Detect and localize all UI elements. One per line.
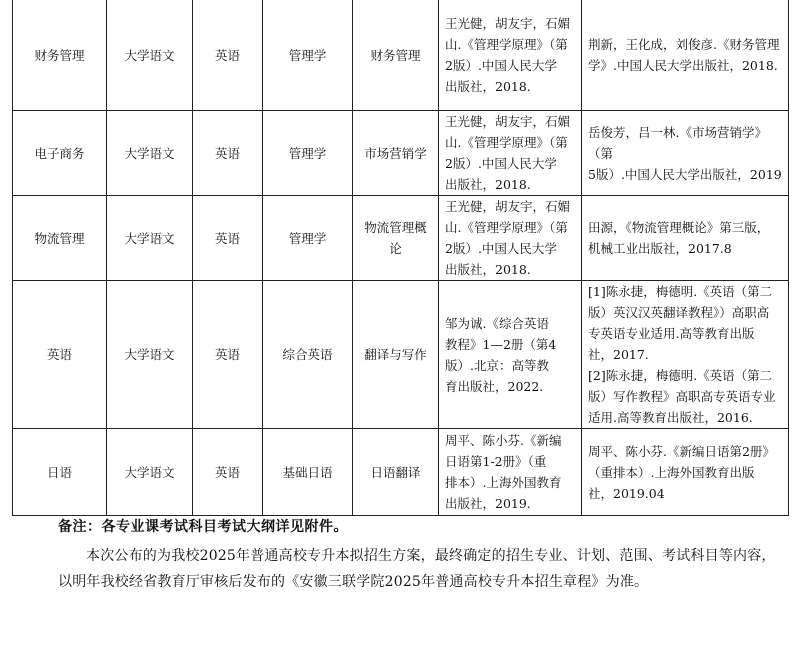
subject-cell: 英语 xyxy=(193,0,263,111)
textbook-cell: 王光健，胡友宇，石媚 山.《管理学原理》（第 2版）.中国人民大学 出版社，2018. xyxy=(439,111,582,196)
subject-cell: 管理学 xyxy=(263,0,353,111)
textbook-cell: 邹为诚.《综合英语 教程》1—2册（第4 版）.北京：高等教 育出版社，2022. xyxy=(439,281,582,429)
textbook-cell: 周平、陈小芬.《新编 日语第1-2册》（重 排本）.上海外国教育 出版社，2019. xyxy=(439,429,582,516)
major-cell: 英语 xyxy=(13,281,107,429)
subject-cell: 市场营销学 xyxy=(353,111,439,196)
exam-subjects-table xyxy=(12,0,789,516)
subject-cell: 财务管理 xyxy=(353,0,439,111)
table-row xyxy=(13,429,789,516)
table-row xyxy=(13,281,789,429)
subject-cell: 英语 xyxy=(193,196,263,281)
table-row xyxy=(13,196,789,281)
reference-cell: 荆新，王化成，刘俊彦.《财务管理 学》.中国人民大学出版社，2018. xyxy=(582,0,789,111)
subject-cell: 大学语文 xyxy=(107,196,193,281)
subject-cell: 大学语文 xyxy=(107,429,193,516)
subject-cell: 综合英语 xyxy=(263,281,353,429)
major-cell: 日语 xyxy=(13,429,107,516)
note-text: 备注：各专业课考试科目考试大纲详见附件。 xyxy=(58,519,348,535)
major-cell: 财务管理 xyxy=(13,0,107,111)
subject-cell: 物流管理概 论 xyxy=(353,196,439,281)
subject-cell: 基础日语 xyxy=(263,429,353,516)
reference-cell: 岳俊芳，吕一林.《市场营销学》（第 5版）.中国人民大学出版社，2019 xyxy=(582,111,789,196)
major-cell: 电子商务 xyxy=(13,111,107,196)
subject-cell: 大学语文 xyxy=(107,281,193,429)
subject-cell: 大学语文 xyxy=(107,0,193,111)
textbook-cell: 王光健，胡友宇，石媚 山.《管理学原理》（第 2版）.中国人民大学 出版社，2018. xyxy=(439,196,582,281)
table-row xyxy=(13,0,789,111)
subject-cell: 英语 xyxy=(193,111,263,196)
subject-cell: 管理学 xyxy=(263,196,353,281)
subject-cell: 大学语文 xyxy=(107,111,193,196)
subject-cell: 管理学 xyxy=(263,111,353,196)
subject-cell: 日语翻译 xyxy=(353,429,439,516)
subject-cell: 英语 xyxy=(193,429,263,516)
textbook-cell: 王光健，胡友宇，石媚 山.《管理学原理》（第 2版）.中国人民大学 出版社，2018. xyxy=(439,0,582,111)
announcement-paragraph: 本次公布的为我校2025年普通高校专升本拟招生方案，最终确定的招生专业、计划、范围、考试科目等内容，以明年我校经省教育厅审核后发布的《安徽三联学院2025年普通高校专升本招生章程》为准。 xyxy=(58,548,776,590)
subject-cell: 翻译与写作 xyxy=(353,281,439,429)
major-cell: 物流管理 xyxy=(13,196,107,281)
subject-cell: 英语 xyxy=(193,281,263,429)
reference-cell: 田源，《物流管理概论》第三版， 机械工业出版社，2017.8 xyxy=(582,196,789,281)
table-row xyxy=(13,111,789,196)
reference-cell: 周平、陈小芬.《新编日语第2册》 （重排本）.上海外国教育出版 社，2019.04 xyxy=(582,429,789,516)
reference-cell: [1]陈永捷，梅德明.《英语（第二 版）英汉汉英翻译教程》）高职高 专英语专业适用.高等教育出版 社，2017. [2]陈永捷，梅德明.《英语（第二 版）写作教程》高职高专英语专业 适用.高等教育出版社，2016. xyxy=(582,281,789,429)
